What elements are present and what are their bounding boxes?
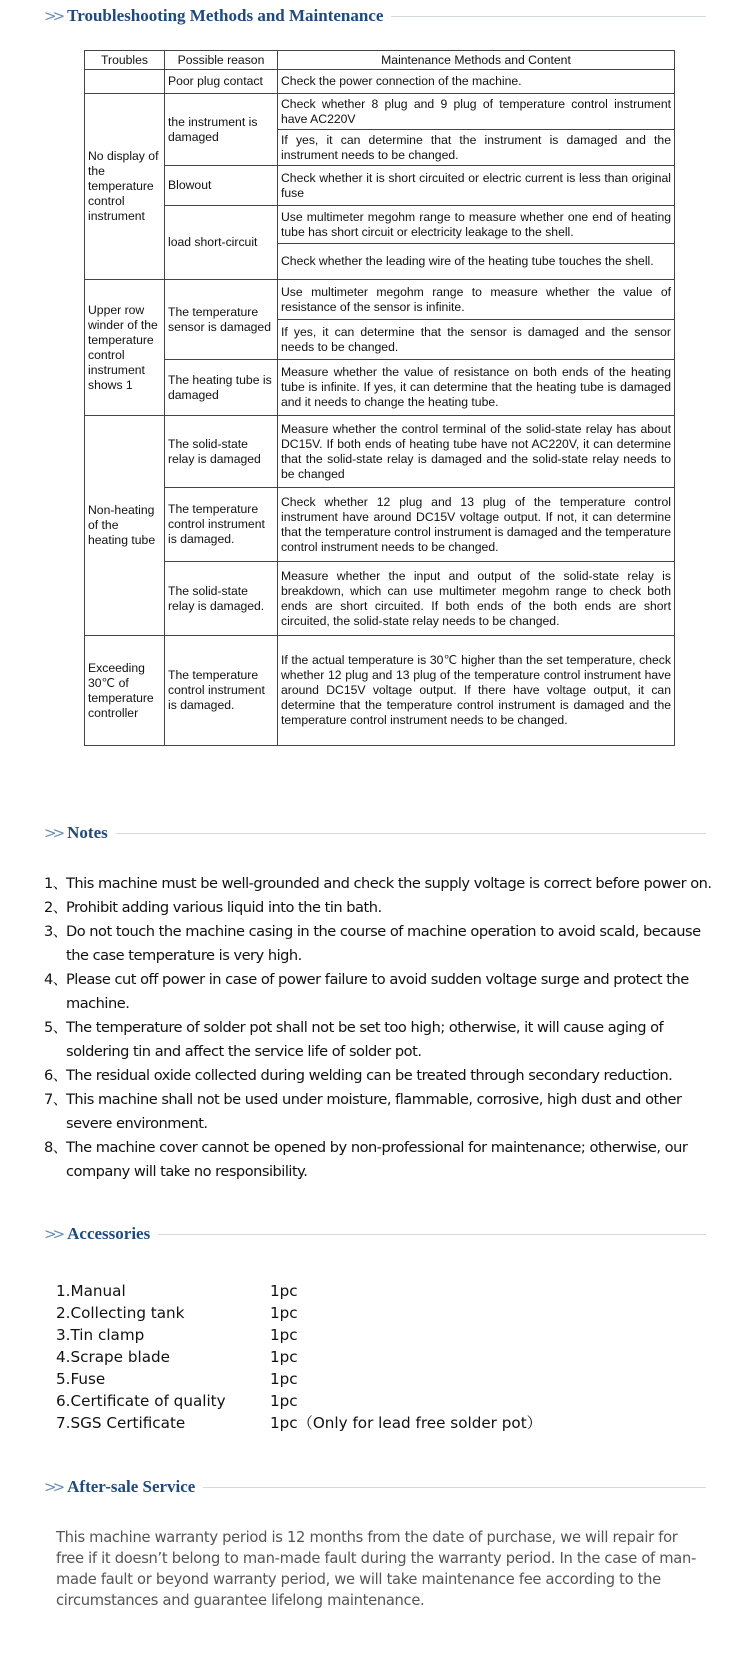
list-item — [44, 896, 724, 920]
trouble-cell: Exceeding 30℃ of temperature controller — [85, 636, 165, 746]
header-troubles: Troubles — [85, 51, 165, 70]
method-cell: Check whether 8 plug and 9 plug of temperature control instrument have AC220V — [278, 94, 675, 130]
accessory-qty: 1pc — [270, 1326, 298, 1344]
reason-cell: The solid-state relay is damaged. — [165, 562, 278, 636]
method-cell: Use multimeter megohm range to measure whether one end of heating tube has short circuit or electricity leakage to the shell. — [278, 206, 675, 244]
table-row — [85, 206, 675, 244]
list-item — [56, 1324, 542, 1346]
table-row — [85, 94, 675, 130]
note-number: 2、 — [44, 899, 67, 916]
reason-cell: The temperature control instrument is damaged. — [165, 636, 278, 746]
list-item — [56, 1390, 542, 1412]
double-chevron-icon: >> — [44, 824, 62, 842]
list-item — [56, 1302, 542, 1324]
divider — [116, 833, 706, 834]
note-text: Do not touch the machine casing in the course of machine operation to avoid scald, because the case temperature is very high. — [66, 923, 701, 964]
method-cell: Check whether the leading wire of the heating tube touches the shell. — [278, 244, 675, 280]
table-row — [85, 562, 675, 636]
double-chevron-icon: >> — [44, 1225, 62, 1243]
table-row — [85, 166, 675, 206]
accessory-name: 7.SGS Certificate — [56, 1414, 186, 1432]
trouble-cell: Upper row winder of the temperature control instrument shows 1 — [85, 280, 165, 416]
list-item — [44, 872, 724, 896]
section-title: Notes — [67, 823, 108, 842]
accessories-header — [44, 1224, 706, 1244]
table-row — [85, 280, 675, 320]
table-header-row — [85, 51, 675, 70]
reason-cell: Poor plug contact — [165, 70, 278, 94]
list-item — [56, 1280, 542, 1302]
method-cell: Measure whether the input and output of the solid-state relay is breakdown, which can use multimeter megohm range to check both ends are short circuited. If both ends of the both ends are short circuited, the solid-state relay needs to be changed. — [278, 562, 675, 636]
accessory-name: 3.Tin clamp — [56, 1326, 145, 1344]
trouble-cell: No display of the temperature control instrument — [85, 94, 165, 280]
method-cell: Check whether it is short circuited or electric current is less than original fuse — [278, 166, 675, 206]
list-item — [44, 1088, 724, 1136]
method-cell: If yes, it can determine that the sensor is damaged and the sensor needs to be changed. — [278, 320, 675, 360]
note-number: 6、 — [44, 1067, 67, 1084]
after-sale-header — [44, 1477, 706, 1497]
accessory-name: 5.Fuse — [56, 1370, 106, 1388]
method-cell: Measure whether the value of resistance on both ends of the heating tube is infinite. If yes, it can determine that the heating tube is damaged and it needs to change the heating tube. — [278, 360, 675, 416]
accessories-list — [56, 1280, 542, 1434]
list-item — [56, 1412, 542, 1434]
accessory-qty: 1pc — [270, 1392, 298, 1410]
note-number: 7、 — [44, 1091, 67, 1108]
method-cell: Use multimeter megohm range to measure whether the value of resistance of the sensor is infinite. — [278, 280, 675, 320]
reason-cell: Blowout — [165, 166, 278, 206]
note-text: The machine cover cannot be opened by non-professional for maintenance; otherwise, our company will take no responsibility. — [66, 1139, 688, 1180]
accessory-name: 2.Collecting tank — [56, 1304, 185, 1322]
section-title: After-sale Service — [67, 1477, 196, 1496]
reason-cell: The solid-state relay is damaged — [165, 416, 278, 488]
reason-cell: load short-circuit — [165, 206, 278, 280]
divider — [203, 1487, 706, 1488]
accessory-name: 1.Manual — [56, 1282, 126, 1300]
note-number: 8、 — [44, 1139, 67, 1156]
after-sale-text: This machine warranty period is 12 months from the date of purchase, we will repair for free if it doesn’t belong to man-made fault during the warranty period. In the case of man-made fault or beyond warranty period, we will take maintenance fee according to the circumstances and guarantee lifelong maintenance. — [56, 1529, 697, 1609]
note-number: 4、 — [44, 971, 67, 988]
notes-header — [44, 823, 706, 843]
table-row — [85, 488, 675, 562]
trouble-cell: Non-heating of the heating tube — [85, 416, 165, 636]
divider — [158, 1234, 706, 1235]
note-text: The residual oxide collected during welding can be treated through secondary reduction. — [66, 1067, 673, 1084]
method-cell: Check whether 12 plug and 13 plug of the temperature control instrument have around DC15V voltage output. If not, it can determine that the temperature control instrument is damaged and the temperature control instrument needs to be changed. — [278, 488, 675, 562]
section-title: Accessories — [67, 1224, 151, 1243]
method-cell: Measure whether the control terminal of the solid-state relay has about DC15V. If both ends of heating tube have not AC220V, it can determine that the solid-state relay is damaged and the solid-state relay needs to be changed — [278, 416, 675, 488]
reason-cell: The temperature sensor is damaged — [165, 280, 278, 360]
reason-cell: The temperature control instrument is damaged. — [165, 488, 278, 562]
divider — [391, 16, 706, 17]
method-cell: If yes, it can determine that the instrument is damaged and the instrument needs to be changed. — [278, 130, 675, 166]
accessory-qty: 1pc — [270, 1348, 298, 1366]
note-text: Prohibit adding various liquid into the tin bath. — [66, 899, 382, 916]
accessory-qty: 1pc（Only for lead free solder pot） — [270, 1414, 542, 1432]
double-chevron-icon: >> — [44, 1478, 62, 1496]
note-text: The temperature of solder pot shall not be set too high; otherwise, it will cause aging of soldering tin and affect the service life of solder pot. — [66, 1019, 664, 1060]
section-title: Troubleshooting Methods and Maintenance — [67, 6, 384, 25]
note-text: Please cut off power in case of power failure to avoid sudden voltage surge and protect the machine. — [66, 971, 689, 1012]
reason-cell: The heating tube is damaged — [165, 360, 278, 416]
list-item — [56, 1346, 542, 1368]
header-possible-reason: Possible reason — [165, 51, 278, 70]
accessory-qty: 1pc — [270, 1370, 298, 1388]
accessory-name: 6.Certificate of quality — [56, 1392, 226, 1410]
troubleshooting-table — [84, 50, 675, 746]
table-row — [85, 70, 675, 94]
accessory-qty: 1pc — [270, 1304, 298, 1322]
table-row — [85, 416, 675, 488]
accessory-name: 4.Scrape blade — [56, 1348, 170, 1366]
method-cell: Check the power connection of the machine. — [278, 70, 675, 94]
list-item — [44, 1016, 724, 1064]
note-text: This machine must be well-grounded and check the supply voltage is correct before power on. — [66, 875, 712, 892]
note-number: 1、 — [44, 875, 67, 892]
header-maintenance: Maintenance Methods and Content — [278, 51, 675, 70]
list-item — [44, 920, 724, 968]
note-text: This machine shall not be used under moisture, flammable, corrosive, high dust and other severe environment. — [66, 1091, 682, 1132]
table-row — [85, 636, 675, 746]
note-number: 3、 — [44, 923, 67, 940]
troubleshooting-header — [44, 6, 706, 26]
double-chevron-icon: >> — [44, 7, 62, 25]
notes-list — [44, 872, 724, 1184]
list-item — [44, 968, 724, 1016]
trouble-cell-empty — [85, 70, 165, 94]
method-cell: If the actual temperature is 30℃ higher than the set temperature, check whether 12 plug and 13 plug of the temperature control instrument have around DC15V voltage output. If there have voltage output, it can determine that the temperature control instrument is damaged and the temperature control instrument needs to be changed. — [278, 636, 675, 746]
table-row — [85, 360, 675, 416]
list-item — [56, 1368, 542, 1390]
note-number: 5、 — [44, 1019, 67, 1036]
reason-cell: the instrument is damaged — [165, 94, 278, 166]
list-item — [44, 1136, 724, 1184]
list-item — [44, 1064, 724, 1088]
accessory-qty: 1pc — [270, 1282, 298, 1300]
